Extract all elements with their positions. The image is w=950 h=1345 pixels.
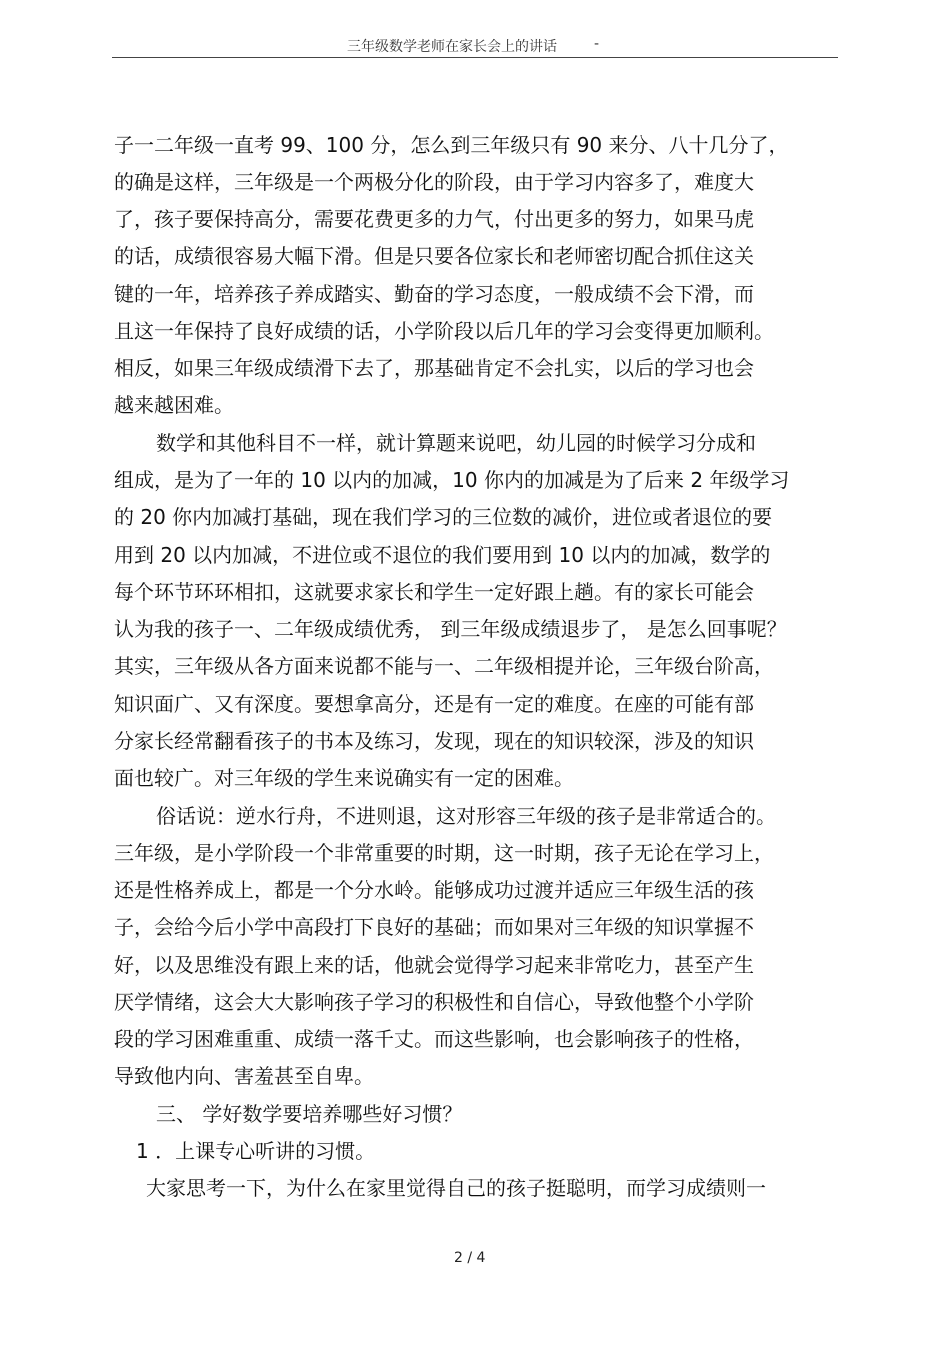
text-line: 越来越困难。: [114, 393, 234, 417]
page-header: [112, 34, 838, 58]
text-line: 用到 20 以内加减，不进位或不退位的我们要用到 10 以内的加减，数学的: [114, 543, 771, 567]
text-line: 了，孩子要保持高分，需要花费更多的力气，付出更多的努力，如果马虎: [114, 207, 754, 231]
header-dash: -: [594, 36, 600, 52]
text-line: 知识面广、又有深度。要想拿高分，还是有一定的难度。在座的可能有部: [114, 692, 754, 716]
paragraph-start-line: 数学和其他科目不一样，就计算题来说吧，幼儿园的时候学习分成和: [156, 431, 756, 455]
text-line: 键的一年，培养孩子养成踏实、勤奋的学习态度，一般成绩不会下滑，而: [114, 282, 754, 306]
text-line: 的话，成绩很容易大幅下滑。但是只要各位家长和老师密切配合抓住这关: [114, 244, 754, 268]
text-line: 好，以及思维没有跟上来的话，他就会觉得学习起来非常吃力，甚至产生: [114, 953, 754, 977]
text-line: 子，会给今后小学中高段打下良好的基础；而如果对三年级的知识掌握不: [114, 915, 754, 939]
list-item-heading: 1 ．上课专心听讲的习惯。: [136, 1139, 376, 1163]
text-line: 的确是这样，三年级是一个两极分化的阶段，由于学习内容多了，难度大: [114, 170, 754, 194]
text-line: 三年级，是小学阶段一个非常重要的时期，这一时期，孩子无论在学习上，: [114, 841, 774, 865]
text-line: 且这一年保持了良好成绩的话，小学阶段以后几年的学习会变得更加顺利。: [114, 319, 774, 343]
page-number: 2 / 4: [454, 1250, 486, 1266]
text-line: 其实，三年级从各方面来说都不能与一、二年级相提并论，三年级台阶高，: [114, 654, 774, 678]
text-line: 每个环节环环相扣，这就要求家长和学生一定好跟上趟。有的家长可能会: [114, 580, 754, 604]
text-line: 还是性格养成上，都是一个分水岭。能够成功过渡并适应三年级生活的孩: [114, 878, 754, 902]
text-line: 导致他内向、害羞甚至自卑。: [114, 1064, 374, 1088]
text-line: 厌学情绪，这会大大影响孩子学习的积极性和自信心，导致他整个小学阶: [114, 990, 754, 1014]
text-line: 相反，如果三年级成绩滑下去了，那基础肯定不会扎实，以后的学习也会: [114, 356, 754, 380]
text-line: 的 20 你内加减打基础，现在我们学习的三位数的减价，进位或者退位的要: [114, 505, 773, 529]
text-line: 子一二年级一直考 99、100 分，怎么到三年级只有 90 来分、八十几分了，: [114, 133, 789, 157]
paragraph-start-line: 俗话说：逆水行舟，不进则退，这对形容三年级的孩子是非常适合的。: [156, 804, 776, 828]
text-line: 面也较广。对三年级的学生来说确实有一定的困难。: [114, 766, 574, 790]
document-title: 三年级数学老师在家长会上的讲话: [347, 39, 557, 55]
text-line: 分家长经常翻看孩子的书本及练习，发现，现在的知识较深，涉及的知识: [114, 729, 754, 753]
text-line: 认为我的孩子一、二年级成绩优秀， 到三年级成绩退步了， 是怎么回事呢？: [114, 617, 787, 641]
text-line: 组成，是为了一年的 10 以内的加减，10 你内的加减是为了后来 2 年级学习: [114, 468, 790, 492]
section-heading: 三、 学好数学要培养哪些好习惯？: [156, 1102, 463, 1126]
paragraph-start-line: 大家思考一下，为什么在家里觉得自己的孩子挺聪明，而学习成绩则一: [146, 1176, 766, 1200]
text-line: 段的学习困难重重、成绩一落千丈。而这些影响，也会影响孩子的性格，: [114, 1027, 754, 1051]
